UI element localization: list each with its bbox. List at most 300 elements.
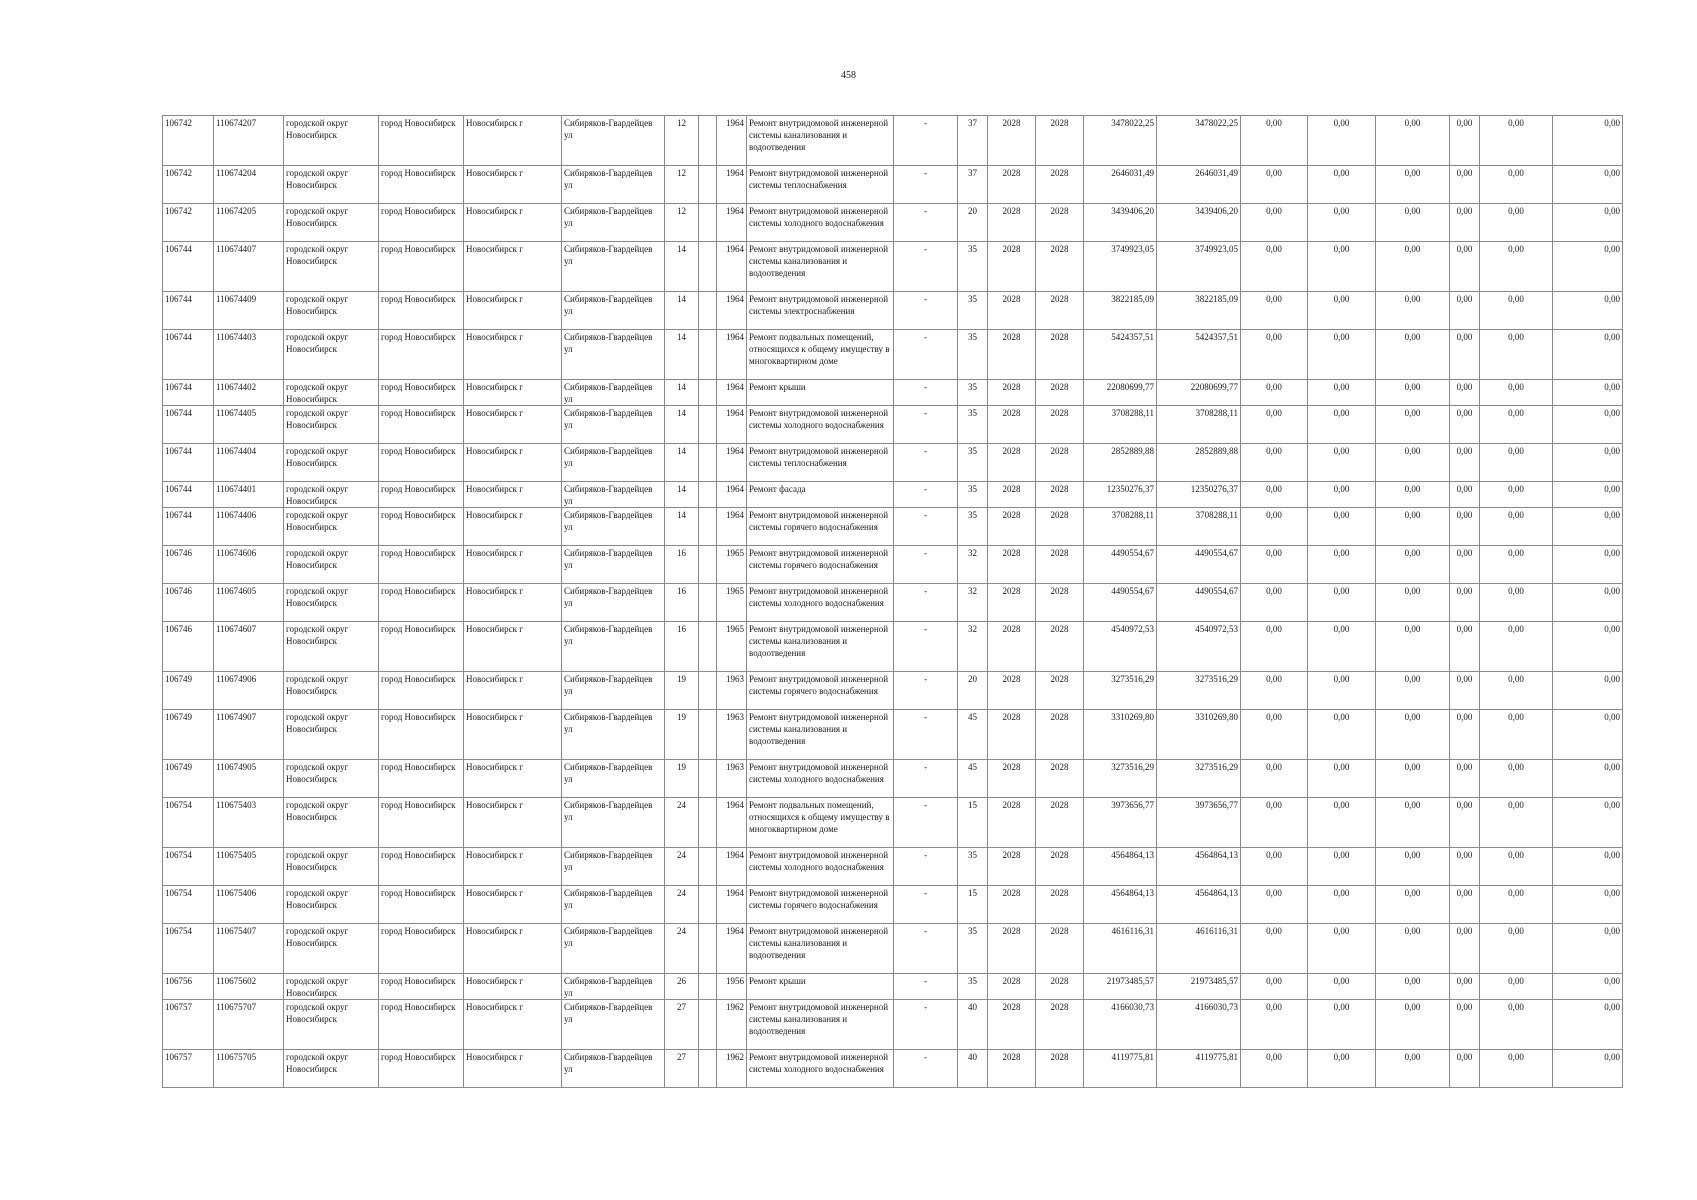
amount-cell-6: 0,00 <box>1553 584 1623 622</box>
building-cell <box>699 166 717 204</box>
total-cost-cell: 4540972,53 <box>1084 622 1157 672</box>
fund-cost-cell: 12350276,37 <box>1157 482 1241 508</box>
house-number-cell: 12 <box>665 204 699 242</box>
street-cell: Сибиряков-Гвардейцев ул <box>562 848 665 886</box>
street-cell: Сибиряков-Гвардейцев ул <box>562 508 665 546</box>
year-built-cell: 1962 <box>717 1000 747 1050</box>
amount-cell-5: 0,00 <box>1480 622 1553 672</box>
fund-cost-cell: 4166030,73 <box>1157 1000 1241 1050</box>
fund-cost-cell: 21973485,57 <box>1157 974 1241 1000</box>
plan-year-start-cell: 2028 <box>988 406 1036 444</box>
settlement-cell: город Новосибирск <box>379 166 464 204</box>
city-cell: Новосибирск г <box>464 1050 562 1088</box>
object-id-cell: 106749 <box>163 710 214 760</box>
settlement-cell: город Новосибирск <box>379 242 464 292</box>
street-cell: Сибиряков-Гвардейцев ул <box>562 482 665 508</box>
amount-cell-5: 0,00 <box>1480 482 1553 508</box>
dash-cell: - <box>894 886 958 924</box>
building-cell <box>699 760 717 798</box>
amount-cell-3: 0,00 <box>1376 204 1450 242</box>
amount-cell-4: 0,00 <box>1450 622 1480 672</box>
plan-year-start-cell: 2028 <box>988 710 1036 760</box>
house-number-cell: 14 <box>665 242 699 292</box>
fund-cost-cell: 3310269,80 <box>1157 710 1241 760</box>
house-number-cell: 14 <box>665 444 699 482</box>
amount-cell-6: 0,00 <box>1553 622 1623 672</box>
work-id-cell: 110674205 <box>214 204 284 242</box>
fund-cost-cell: 3273516,29 <box>1157 672 1241 710</box>
plan-year-start-cell: 2028 <box>988 924 1036 974</box>
settlement-cell: город Новосибирск <box>379 482 464 508</box>
amount-cell-3: 0,00 <box>1376 116 1450 166</box>
table-row <box>163 710 1623 760</box>
amount-cell-2: 0,00 <box>1308 924 1376 974</box>
building-cell <box>699 848 717 886</box>
total-cost-cell: 3708288,11 <box>1084 406 1157 444</box>
object-id-cell: 106749 <box>163 760 214 798</box>
plan-year-start-cell: 2028 <box>988 546 1036 584</box>
wear-cell: 32 <box>958 622 988 672</box>
object-id-cell: 106749 <box>163 672 214 710</box>
building-cell <box>699 672 717 710</box>
amount-cell-6: 0,00 <box>1553 760 1623 798</box>
total-cost-cell: 3273516,29 <box>1084 672 1157 710</box>
object-id-cell: 106744 <box>163 482 214 508</box>
table-row <box>163 482 1623 508</box>
fund-cost-cell: 2646031,49 <box>1157 166 1241 204</box>
fund-cost-cell: 4490554,67 <box>1157 546 1241 584</box>
total-cost-cell: 4166030,73 <box>1084 1000 1157 1050</box>
street-cell: Сибиряков-Гвардейцев ул <box>562 622 665 672</box>
amount-cell-5: 0,00 <box>1480 974 1553 1000</box>
dash-cell: - <box>894 622 958 672</box>
amount-cell-2: 0,00 <box>1308 508 1376 546</box>
amount-cell-6: 0,00 <box>1553 116 1623 166</box>
city-cell: Новосибирск г <box>464 482 562 508</box>
amount-cell-4: 0,00 <box>1450 406 1480 444</box>
amount-cell-1: 0,00 <box>1241 584 1308 622</box>
total-cost-cell: 21973485,57 <box>1084 974 1157 1000</box>
street-cell: Сибиряков-Гвардейцев ул <box>562 546 665 584</box>
amount-cell-3: 0,00 <box>1376 798 1450 848</box>
amount-cell-3: 0,00 <box>1376 330 1450 380</box>
amount-cell-4: 0,00 <box>1450 672 1480 710</box>
dash-cell: - <box>894 584 958 622</box>
street-cell: Сибиряков-Гвардейцев ул <box>562 116 665 166</box>
street-cell: Сибиряков-Гвардейцев ул <box>562 1000 665 1050</box>
amount-cell-4: 0,00 <box>1450 380 1480 406</box>
plan-year-end-cell: 2028 <box>1036 974 1084 1000</box>
settlement-cell: город Новосибирск <box>379 330 464 380</box>
plan-year-end-cell: 2028 <box>1036 584 1084 622</box>
object-id-cell: 106757 <box>163 1050 214 1088</box>
house-number-cell: 26 <box>665 974 699 1000</box>
amount-cell-4: 0,00 <box>1450 584 1480 622</box>
amount-cell-3: 0,00 <box>1376 508 1450 546</box>
amount-cell-5: 0,00 <box>1480 330 1553 380</box>
amount-cell-3: 0,00 <box>1376 672 1450 710</box>
street-cell: Сибиряков-Гвардейцев ул <box>562 166 665 204</box>
amount-cell-2: 0,00 <box>1308 292 1376 330</box>
plan-year-start-cell: 2028 <box>988 760 1036 798</box>
amount-cell-2: 0,00 <box>1308 848 1376 886</box>
fund-cost-cell: 5424357,51 <box>1157 330 1241 380</box>
plan-year-end-cell: 2028 <box>1036 242 1084 292</box>
amount-cell-4: 0,00 <box>1450 546 1480 584</box>
year-built-cell: 1964 <box>717 204 747 242</box>
fund-cost-cell: 4490554,67 <box>1157 584 1241 622</box>
amount-cell-4: 0,00 <box>1450 116 1480 166</box>
total-cost-cell: 12350276,37 <box>1084 482 1157 508</box>
settlement-cell: город Новосибирск <box>379 444 464 482</box>
municipality-cell: городской округ Новосибирск <box>284 848 379 886</box>
amount-cell-3: 0,00 <box>1376 886 1450 924</box>
amount-cell-1: 0,00 <box>1241 1050 1308 1088</box>
building-cell <box>699 508 717 546</box>
table-row <box>163 204 1623 242</box>
wear-cell: 45 <box>958 710 988 760</box>
table-row <box>163 672 1623 710</box>
house-number-cell: 27 <box>665 1000 699 1050</box>
amount-cell-5: 0,00 <box>1480 204 1553 242</box>
amount-cell-3: 0,00 <box>1376 584 1450 622</box>
table-body <box>163 116 1623 1088</box>
table-row <box>163 760 1623 798</box>
amount-cell-4: 0,00 <box>1450 886 1480 924</box>
year-built-cell: 1964 <box>717 798 747 848</box>
work-type-cell: Ремонт внутридомовой инженерной системы горячего водоснабжения <box>747 672 894 710</box>
amount-cell-2: 0,00 <box>1308 760 1376 798</box>
plan-year-start-cell: 2028 <box>988 672 1036 710</box>
house-number-cell: 24 <box>665 924 699 974</box>
wear-cell: 35 <box>958 974 988 1000</box>
object-id-cell: 106756 <box>163 974 214 1000</box>
plan-year-start-cell: 2028 <box>988 444 1036 482</box>
capital-repair-table <box>162 115 1623 1088</box>
amount-cell-6: 0,00 <box>1553 242 1623 292</box>
street-cell: Сибиряков-Гвардейцев ул <box>562 1050 665 1088</box>
house-number-cell: 14 <box>665 330 699 380</box>
settlement-cell: город Новосибирск <box>379 710 464 760</box>
dash-cell: - <box>894 710 958 760</box>
wear-cell: 35 <box>958 482 988 508</box>
amount-cell-2: 0,00 <box>1308 546 1376 584</box>
city-cell: Новосибирск г <box>464 166 562 204</box>
amount-cell-2: 0,00 <box>1308 242 1376 292</box>
dash-cell: - <box>894 330 958 380</box>
year-built-cell: 1964 <box>717 380 747 406</box>
plan-year-start-cell: 2028 <box>988 798 1036 848</box>
amount-cell-4: 0,00 <box>1450 760 1480 798</box>
house-number-cell: 16 <box>665 584 699 622</box>
dash-cell: - <box>894 760 958 798</box>
work-type-cell: Ремонт внутридомовой инженерной системы канализования и водоотведения <box>747 116 894 166</box>
building-cell <box>699 1050 717 1088</box>
total-cost-cell: 4490554,67 <box>1084 584 1157 622</box>
work-id-cell: 110674606 <box>214 546 284 584</box>
house-number-cell: 14 <box>665 482 699 508</box>
work-id-cell: 110674905 <box>214 760 284 798</box>
street-cell: Сибиряков-Гвардейцев ул <box>562 974 665 1000</box>
amount-cell-3: 0,00 <box>1376 444 1450 482</box>
year-built-cell: 1964 <box>717 848 747 886</box>
amount-cell-1: 0,00 <box>1241 622 1308 672</box>
object-id-cell: 106742 <box>163 166 214 204</box>
amount-cell-5: 0,00 <box>1480 1050 1553 1088</box>
dash-cell: - <box>894 508 958 546</box>
work-id-cell: 110674404 <box>214 444 284 482</box>
work-type-cell: Ремонт внутридомовой инженерной системы канализования и водоотведения <box>747 622 894 672</box>
total-cost-cell: 5424357,51 <box>1084 330 1157 380</box>
work-type-cell: Ремонт крыши <box>747 974 894 1000</box>
work-type-cell: Ремонт внутридомовой инженерной системы холодного водоснабжения <box>747 1050 894 1088</box>
amount-cell-1: 0,00 <box>1241 508 1308 546</box>
amount-cell-5: 0,00 <box>1480 292 1553 330</box>
house-number-cell: 14 <box>665 380 699 406</box>
amount-cell-3: 0,00 <box>1376 710 1450 760</box>
amount-cell-5: 0,00 <box>1480 924 1553 974</box>
amount-cell-1: 0,00 <box>1241 482 1308 508</box>
plan-year-start-cell: 2028 <box>988 116 1036 166</box>
amount-cell-6: 0,00 <box>1553 444 1623 482</box>
plan-year-start-cell: 2028 <box>988 1050 1036 1088</box>
plan-year-end-cell: 2028 <box>1036 1000 1084 1050</box>
object-id-cell: 106744 <box>163 444 214 482</box>
dash-cell: - <box>894 166 958 204</box>
municipality-cell: городской округ Новосибирск <box>284 204 379 242</box>
amount-cell-6: 0,00 <box>1553 166 1623 204</box>
amount-cell-5: 0,00 <box>1480 444 1553 482</box>
amount-cell-6: 0,00 <box>1553 292 1623 330</box>
year-built-cell: 1965 <box>717 584 747 622</box>
year-built-cell: 1965 <box>717 546 747 584</box>
amount-cell-2: 0,00 <box>1308 672 1376 710</box>
building-cell <box>699 330 717 380</box>
table-row <box>163 546 1623 584</box>
amount-cell-2: 0,00 <box>1308 444 1376 482</box>
plan-year-end-cell: 2028 <box>1036 760 1084 798</box>
year-built-cell: 1964 <box>717 886 747 924</box>
settlement-cell: город Новосибирск <box>379 1000 464 1050</box>
amount-cell-6: 0,00 <box>1553 1050 1623 1088</box>
dash-cell: - <box>894 380 958 406</box>
work-id-cell: 110674401 <box>214 482 284 508</box>
city-cell: Новосибирск г <box>464 406 562 444</box>
wear-cell: 35 <box>958 330 988 380</box>
amount-cell-4: 0,00 <box>1450 444 1480 482</box>
city-cell: Новосибирск г <box>464 798 562 848</box>
object-id-cell: 106742 <box>163 116 214 166</box>
plan-year-end-cell: 2028 <box>1036 924 1084 974</box>
total-cost-cell: 2646031,49 <box>1084 166 1157 204</box>
amount-cell-6: 0,00 <box>1553 974 1623 1000</box>
settlement-cell: город Новосибирск <box>379 546 464 584</box>
dash-cell: - <box>894 848 958 886</box>
total-cost-cell: 3439406,20 <box>1084 204 1157 242</box>
work-id-cell: 110674409 <box>214 292 284 330</box>
city-cell: Новосибирск г <box>464 760 562 798</box>
work-type-cell: Ремонт внутридомовой инженерной системы горячего водоснабжения <box>747 508 894 546</box>
work-id-cell: 110674405 <box>214 406 284 444</box>
municipality-cell: городской округ Новосибирск <box>284 1000 379 1050</box>
wear-cell: 37 <box>958 166 988 204</box>
amount-cell-3: 0,00 <box>1376 406 1450 444</box>
house-number-cell: 24 <box>665 848 699 886</box>
settlement-cell: город Новосибирск <box>379 406 464 444</box>
table-row <box>163 1000 1623 1050</box>
amount-cell-1: 0,00 <box>1241 974 1308 1000</box>
wear-cell: 40 <box>958 1050 988 1088</box>
work-type-cell: Ремонт внутридомовой инженерной системы канализования и водоотведения <box>747 924 894 974</box>
work-id-cell: 110674207 <box>214 116 284 166</box>
table-row <box>163 292 1623 330</box>
fund-cost-cell: 4564864,13 <box>1157 886 1241 924</box>
object-id-cell: 106744 <box>163 508 214 546</box>
amount-cell-5: 0,00 <box>1480 710 1553 760</box>
amount-cell-5: 0,00 <box>1480 798 1553 848</box>
fund-cost-cell: 3822185,09 <box>1157 292 1241 330</box>
amount-cell-2: 0,00 <box>1308 798 1376 848</box>
wear-cell: 32 <box>958 546 988 584</box>
house-number-cell: 14 <box>665 292 699 330</box>
total-cost-cell: 4119775,81 <box>1084 1050 1157 1088</box>
city-cell: Новосибирск г <box>464 924 562 974</box>
wear-cell: 15 <box>958 886 988 924</box>
total-cost-cell: 3749923,05 <box>1084 242 1157 292</box>
amount-cell-2: 0,00 <box>1308 330 1376 380</box>
amount-cell-3: 0,00 <box>1376 1050 1450 1088</box>
amount-cell-1: 0,00 <box>1241 1000 1308 1050</box>
year-built-cell: 1964 <box>717 292 747 330</box>
building-cell <box>699 116 717 166</box>
settlement-cell: город Новосибирск <box>379 798 464 848</box>
amount-cell-1: 0,00 <box>1241 848 1308 886</box>
city-cell: Новосибирск г <box>464 672 562 710</box>
fund-cost-cell: 3708288,11 <box>1157 508 1241 546</box>
municipality-cell: городской округ Новосибирск <box>284 330 379 380</box>
amount-cell-1: 0,00 <box>1241 886 1308 924</box>
amount-cell-4: 0,00 <box>1450 330 1480 380</box>
year-built-cell: 1964 <box>717 924 747 974</box>
dash-cell: - <box>894 444 958 482</box>
amount-cell-2: 0,00 <box>1308 204 1376 242</box>
amount-cell-4: 0,00 <box>1450 924 1480 974</box>
municipality-cell: городской округ Новосибирск <box>284 798 379 848</box>
wear-cell: 35 <box>958 406 988 444</box>
object-id-cell: 106746 <box>163 546 214 584</box>
work-type-cell: Ремонт внутридомовой инженерной системы горячего водоснабжения <box>747 546 894 584</box>
fund-cost-cell: 3478022,25 <box>1157 116 1241 166</box>
plan-year-start-cell: 2028 <box>988 204 1036 242</box>
total-cost-cell: 3822185,09 <box>1084 292 1157 330</box>
plan-year-start-cell: 2028 <box>988 848 1036 886</box>
house-number-cell: 12 <box>665 166 699 204</box>
amount-cell-6: 0,00 <box>1553 1000 1623 1050</box>
city-cell: Новосибирск г <box>464 546 562 584</box>
table-row <box>163 886 1623 924</box>
plan-year-end-cell: 2028 <box>1036 672 1084 710</box>
amount-cell-6: 0,00 <box>1553 406 1623 444</box>
plan-year-start-cell: 2028 <box>988 508 1036 546</box>
house-number-cell: 12 <box>665 116 699 166</box>
house-number-cell: 14 <box>665 406 699 444</box>
city-cell: Новосибирск г <box>464 974 562 1000</box>
city-cell: Новосибирск г <box>464 622 562 672</box>
year-built-cell: 1964 <box>717 482 747 508</box>
building-cell <box>699 798 717 848</box>
amount-cell-1: 0,00 <box>1241 924 1308 974</box>
work-type-cell: Ремонт внутридомовой инженерной системы холодного водоснабжения <box>747 406 894 444</box>
amount-cell-2: 0,00 <box>1308 406 1376 444</box>
amount-cell-6: 0,00 <box>1553 886 1623 924</box>
amount-cell-3: 0,00 <box>1376 546 1450 584</box>
amount-cell-1: 0,00 <box>1241 204 1308 242</box>
street-cell: Сибиряков-Гвардейцев ул <box>562 710 665 760</box>
amount-cell-6: 0,00 <box>1553 924 1623 974</box>
amount-cell-5: 0,00 <box>1480 886 1553 924</box>
amount-cell-2: 0,00 <box>1308 1050 1376 1088</box>
work-type-cell: Ремонт внутридомовой инженерной системы канализования и водоотведения <box>747 710 894 760</box>
amount-cell-2: 0,00 <box>1308 886 1376 924</box>
year-built-cell: 1963 <box>717 760 747 798</box>
wear-cell: 20 <box>958 672 988 710</box>
work-type-cell: Ремонт подвальных помещений, относящихся к общему имуществу в многоквартирном доме <box>747 330 894 380</box>
amount-cell-6: 0,00 <box>1553 798 1623 848</box>
table-row <box>163 444 1623 482</box>
city-cell: Новосибирск г <box>464 584 562 622</box>
total-cost-cell: 3973656,77 <box>1084 798 1157 848</box>
amount-cell-1: 0,00 <box>1241 380 1308 406</box>
table-row <box>163 166 1623 204</box>
work-id-cell: 110674605 <box>214 584 284 622</box>
house-number-cell: 24 <box>665 886 699 924</box>
amount-cell-5: 0,00 <box>1480 242 1553 292</box>
wear-cell: 15 <box>958 798 988 848</box>
amount-cell-2: 0,00 <box>1308 584 1376 622</box>
table-row <box>163 1050 1623 1088</box>
amount-cell-3: 0,00 <box>1376 974 1450 1000</box>
work-id-cell: 110675406 <box>214 886 284 924</box>
plan-year-start-cell: 2028 <box>988 330 1036 380</box>
wear-cell: 35 <box>958 508 988 546</box>
street-cell: Сибиряков-Гвардейцев ул <box>562 380 665 406</box>
wear-cell: 35 <box>958 924 988 974</box>
fund-cost-cell: 4119775,81 <box>1157 1050 1241 1088</box>
settlement-cell: город Новосибирск <box>379 848 464 886</box>
municipality-cell: городской округ Новосибирск <box>284 584 379 622</box>
plan-year-end-cell: 2028 <box>1036 292 1084 330</box>
building-cell <box>699 622 717 672</box>
wear-cell: 35 <box>958 380 988 406</box>
object-id-cell: 106744 <box>163 380 214 406</box>
amount-cell-4: 0,00 <box>1450 482 1480 508</box>
municipality-cell: городской округ Новосибирск <box>284 380 379 406</box>
work-type-cell: Ремонт внутридомовой инженерной системы электроснабжения <box>747 292 894 330</box>
plan-year-end-cell: 2028 <box>1036 710 1084 760</box>
amount-cell-1: 0,00 <box>1241 798 1308 848</box>
amount-cell-6: 0,00 <box>1553 330 1623 380</box>
fund-cost-cell: 2852889,88 <box>1157 444 1241 482</box>
plan-year-end-cell: 2028 <box>1036 886 1084 924</box>
work-id-cell: 110674403 <box>214 330 284 380</box>
amount-cell-4: 0,00 <box>1450 710 1480 760</box>
municipality-cell: городской округ Новосибирск <box>284 886 379 924</box>
wear-cell: 37 <box>958 116 988 166</box>
total-cost-cell: 4616116,31 <box>1084 924 1157 974</box>
amount-cell-5: 0,00 <box>1480 848 1553 886</box>
municipality-cell: городской округ Новосибирск <box>284 166 379 204</box>
table-row <box>163 622 1623 672</box>
